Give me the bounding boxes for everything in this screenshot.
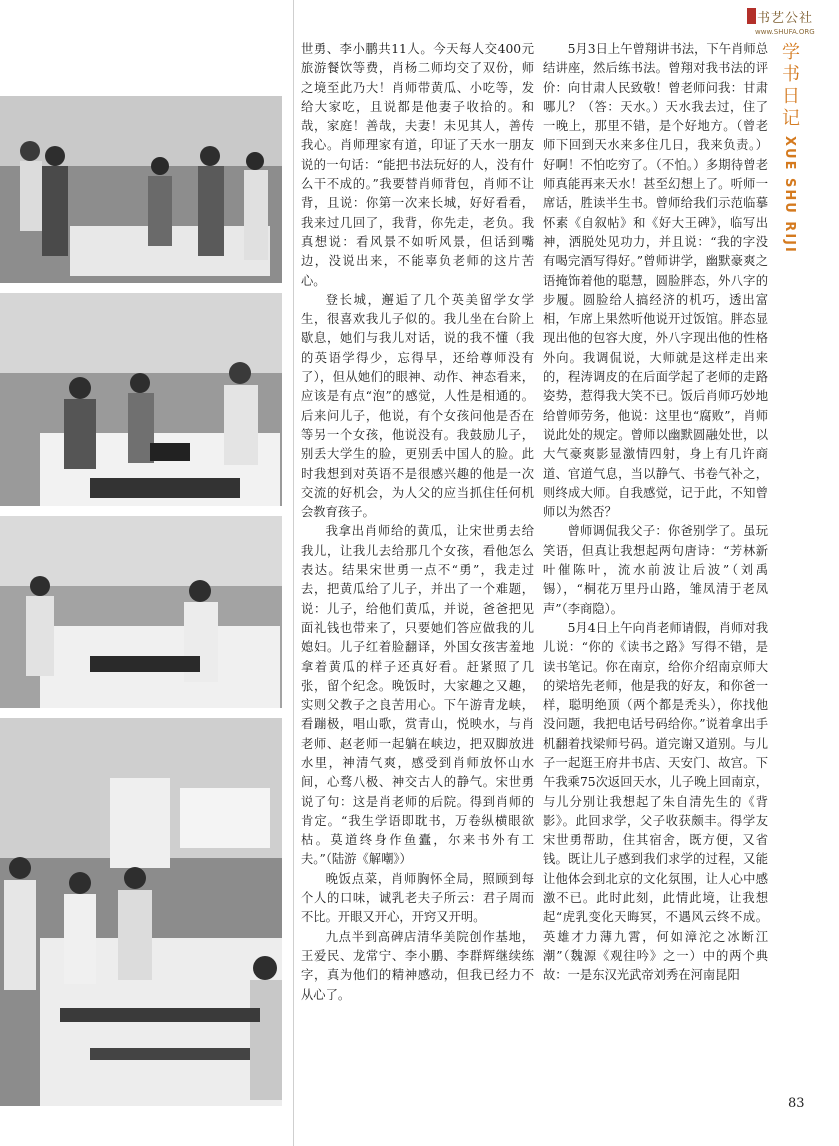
photo-calligraphy-class-3 xyxy=(0,516,282,708)
logo-url: www.SHUFA.ORG xyxy=(755,28,815,36)
paragraph: 5月3日上午曾翔讲书法，下午肖师总结讲座，然后练书法。曾翔对我书法的评价：向甘肃人民致敬！曾老师问我：甘肃哪儿？（答：天水。）天水我去过，住了一晚上，那里不错，是个好地方。（曾老师下回到天水来多住几日，我来负责。）好啊！不怕吃穷了。（不怕。）多期待曾老师真能再来天水！甚至幻想上了。听师一席话，胜读半生书。曾师给我们示范临摹怀素《自叙帖》和《好大王碑》，临写出神，洒脱处见功力，并且说：“我的字没有喝完酒写得好。”曾师讲学，幽默豪爽之语掩饰着他的聪慧，圆脸胖态，外八字的步履。圆脸给人搞经济的机巧，透出富相，乍席上果然听他说开过饭馆。胖态显现出他的包容大度，外八字现出他的性格外向。我调侃说，大师就是这样走出来的，程涛调皮的在后面学起了老师的走路姿势，惹得我大笑不已。饭后肖师巧妙地给曾师劳务，他说：这里也“腐败”，肖师说此处的规定。曾师以幽默圆融处世，以大气豪爽影显激情四射，身上有几许商道、官道气息，当以静气、书卷气补之，则终成大师。自我感觉，记于此，不知曾师以为然否？ xyxy=(543,42,768,520)
photo-calligraphy-class-2 xyxy=(0,293,282,506)
section-label xyxy=(776,42,806,254)
site-logo xyxy=(747,6,835,44)
section-label-char: 书 xyxy=(782,64,800,85)
paragraph: 曾师调侃我父子：你爸别学了。虽玩笑语，但真让我想起两句唐诗：“芳林新叶催陈叶，流水前波让后波”（刘禹锡），“桐花万里丹山路，雏凤清于老凤声”（李商隐）。 xyxy=(543,524,768,616)
section-label-char: 学 xyxy=(782,42,800,63)
paragraph: 5月4日上午向肖老师请假，肖师对我儿说：“你的《读书之路》写得不错，是读书笔记。你在南京，给你介绍南京师大的梁培先老师，他是我的好友，和你爸一样，聪明绝顶（两个都是秃头），你找他没问题，我把电话号码给你。”说着拿出手机翻着找梁师号码。道完谢又道别。与儿子一起逛王府井书店、天安门、故宫。下午我乘75次返回天水，儿子晚上回南京，与儿分别让我想起了朱自清先生的《背影》。此回求学，父子收获颇丰。得学友宋世勇帮助，住其宿舍，既方便，又省钱。既让儿子感到我们求学的过程，又能让他体会到北京的文化氛围，让人心中感激不已。此时此刻，此情此境，让我想起“虎乳变化天晦冥，不遇风云终不成。英雄才力薄九霄，何如漳沱之冰断江潮”（魏源《观往吟》之一）中的两个典故：一是东汉光武帝刘秀在河南昆阳 xyxy=(543,620,768,983)
page-number: 83 xyxy=(788,1096,805,1111)
photo-calligraphy-class-1 xyxy=(0,96,282,283)
photo-3-image xyxy=(0,516,282,708)
column-divider xyxy=(293,0,294,1146)
article-column-left xyxy=(301,40,534,1005)
photo-4-image xyxy=(0,718,282,1106)
paragraph: 九点半到高碑店清华美院创作基地，王爱民、龙常宁、李小鹏、李群辉继续练字，真为他们的精神感动，但我已经力不从心了。 xyxy=(301,929,534,1002)
paragraph: 世勇、李小鹏共11人。今天每人交400元旅游餐饮等费，肖杨二师均交了双份，师之境至此乃大！肖师带黄瓜、小吃等，发给大家吃，且说都是他妻子收拾的。和哉，家庭！善哉，夫妻！未见其人，善传我心。肖师理家有道，印证了天水一朋友说的一句话：“能把书法玩好的人，没有什么干不成的。”我要替肖师背包，肖师不让背，且说：你第一次来长城，好好看看，我来过几回了，我背，你先走，老负。我真想说：看风景不如听风景，但话到嘴边，没说出来，不能辜负老师的这片苦心。 xyxy=(301,42,534,288)
section-label-char: 记 xyxy=(782,108,800,129)
seal-icon xyxy=(747,8,756,24)
paragraph: 晚饭点菜，肖师胸怀全局，照顾到每个人的口味，诚乳老夫子所云：君子周而不比。开眼又开心，开窍又开明。 xyxy=(301,871,534,925)
paragraph: 我拿出肖师给的黄瓜，让宋世勇去给我儿，让我儿去给那几个女孩，看他怎么表达。结果宋世勇一点不“勇”，我走过去，把黄瓜给了儿子，并出了一个难题，说：儿子，给他们黄瓜，并说，爸爸把见面礼钱也带来了，只要她们答应做我的儿媳妇。儿子红着脸翻译，外国女孩害羞地拿着黄瓜的样子还真好看。赶紧照了几张，留个纪念。晚饭时，大家趣之又趣，实则父教子之良苦用心。下午游青龙峡，看蹦极，唱山歌，赏青山，悦映水，与肖老师、赵老师一起躺在峡边，把双脚放进水里，神清气爽，感受到肖师放怀山水间，心骛八极、神交古人的静气。宋世勇说了句：这是肖老师的后院。得到肖师的肯定。“我生学语即耽书，万卷纵横眼欲枯。莫道终身作鱼蠹，尔来书外有工夫。”（陆游《解嘲》） xyxy=(301,524,534,867)
section-label-pinyin: XUE SHU RIJI xyxy=(782,136,797,254)
photo-2-image xyxy=(0,293,282,506)
paragraph: 登长城，邂逅了几个英美留学女学生，很喜欢我儿子似的。我儿坐在台阶上歇息，她们与我儿对话，说的我不懂（我的英语学得少，忘得早，还给尊师没有了），但从她们的眼神、动作、神态看来，应该是有点“泡”的感觉，人性是相通的。后来问儿子，他说，有个女孩问他是否在等另一个女孩，他说没有。我鼓励儿子，别丢大学生的脸，更别丢中国人的脸。此时我想到对英语不是很感兴趣的他是一次交流的好机会，为人父的应当抓住任何机会教育孩子。 xyxy=(301,292,534,520)
photo-1-image xyxy=(0,96,282,283)
section-label-char: 日 xyxy=(782,86,800,107)
logo-text: 书艺公社 xyxy=(757,11,814,26)
article-column-right xyxy=(543,40,768,986)
photo-calligraphy-class-4 xyxy=(0,718,282,1106)
